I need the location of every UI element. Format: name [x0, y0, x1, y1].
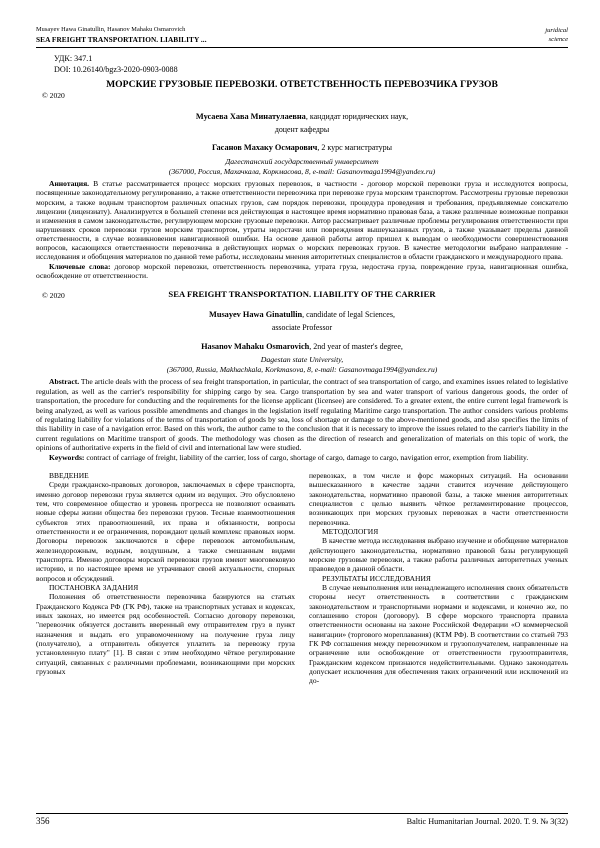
- page-footer: [36, 813, 568, 826]
- address-en: (367000, Russia, Makhachkala, Korkmasova, 8, e-mail: Gasanovmaga1994@yandex.ru): [166, 365, 438, 375]
- running-head-section: [545, 26, 568, 44]
- body-section-heading: ПОСТАНОВКА ЗАДАНИЯ: [49, 583, 139, 592]
- body-paragraph: Среди гражданско-правовых договоров, заключаемых в сфере транспорта, именно договор перевозки груза является одним из ведущих. Это обусловлено тем, что современное общество и уровень прогресса не позволяют осваивать новые сферы жизни общества без перевозки грузов. Тесные взаимоотношения субъектов этих правоотношений, их права и обязанности, вопросы ответственности и ее ограничения, порождают целый комплекс правовых норм. Договоры перевозок заключаются в сфере перевозок автомобильным, железнодорожным, водным, воздушным, а также смешанным видами транспорта. Именно договоры морской перевозки грузов имеют многовековую историю, и по настоящее время не утрачивают своей актуальности, спорных вопросов и обсуждений.: [36, 480, 295, 583]
- author1-line-en: [36, 302, 568, 323]
- article-title-en: SEA FREIGHT TRANSPORTATION. LIABILITY OF THE CARRIER: [168, 288, 436, 299]
- keywords-text-ru: договор морской перевозки, ответственность перевозчика, утрата груза, недостача груза, повреждение груза, навигационная ошибка, освобождение от ответственности.: [36, 261, 568, 280]
- keywords-label-ru: Ключевые слова:: [49, 261, 111, 271]
- keywords-ru: [36, 262, 568, 280]
- running-head-authors: Musayev Hawa Ginatullin, Hasanov Mahaku Osmarovich: [36, 26, 186, 33]
- body-section-heading: ВВЕДЕНИЕ: [49, 471, 89, 481]
- author1-name-ru: Мусаева Хава Минатулаевна: [195, 111, 306, 121]
- footer-row: [36, 816, 568, 826]
- author1-name-en: Musayev Hawa Ginatullin: [209, 309, 303, 319]
- address-ru: (367000, Россия, Махачкала, Коркмасова, 8, e-mail: Gasanovmaga1994@yandex.ru): [168, 167, 436, 177]
- author1-line-ru: [36, 104, 568, 125]
- article-title-ru: МОРСКИЕ ГРУЗОВЫЕ ПЕРЕВОЗКИ. ОТВЕТСТВЕННОСТЬ ПЕРЕВОЗЧИКА ГРУЗОВ: [106, 78, 498, 90]
- body-paragraph: Положения об ответственности перевозчика базируются на статьях Гражданского Кодекса РФ (ГК РФ), также на транспортных уставах и кодексах, иных законах, но имеется ряд особенностей. Согласно договору перевозки, "перевозчик обязуется доставить вверенный ему отправителем груз в пункт назначения и выдать его управомоченному на получение груза лицу (получателю), а отправитель обязуется уплатить за перевозку груза установленную плату" [1]. В связи с этим необходимо чёткое регулирование ситуаций, связанных с различными проблемами, возникающими при морских грузовых: [36, 592, 295, 676]
- keywords-text-en: contract of carriage of freight, liability of the carrier, loss of cargo, shortage of cargo, damage to cargo, navigation error, exemption from liability.: [84, 452, 529, 462]
- abstract-en: [36, 377, 568, 452]
- copyright-en: © 2020: [42, 290, 65, 300]
- running-head-section-line1: juridical: [545, 27, 568, 34]
- author2-line-en: [36, 334, 568, 355]
- running-head-left: [36, 26, 207, 44]
- abstract-ru: [36, 179, 568, 261]
- keywords-en: [36, 453, 568, 462]
- author2-line-ru: [36, 135, 568, 156]
- abstract-label-ru: Аннотация.: [49, 179, 90, 189]
- author-block-ru: [36, 104, 568, 177]
- author1-role2-ru: доцент кафедры: [274, 124, 330, 134]
- author1-role-ru: , кандидат юридических наук,: [305, 111, 409, 121]
- running-head: [36, 26, 568, 44]
- header-divider: [36, 47, 568, 48]
- body-section-heading: РЕЗУЛЬТАТЫ ИССЛЕДОВАНИЯ: [322, 573, 431, 583]
- affiliation-ru: Дагестанский государственный университет: [225, 156, 379, 166]
- keywords-label-en: Keywords:: [49, 452, 85, 462]
- doi-code: DOI: 10.26140/bgz3-2020-0903-0088: [54, 65, 178, 75]
- author-block-en: [36, 302, 568, 375]
- running-head-section-line2: science: [548, 35, 568, 43]
- page-number: 356: [36, 816, 50, 826]
- body-column-left: [36, 471, 295, 686]
- body-paragraph: В случае невыполнения или ненадлежащего исполнения своих обязательств стороны несут ответственность в соответствии с гражданским законодательством и транспортными нормами и кодексами, и конечно же, по соглашению сторон (договору). В сфере морского транспорта правила ответственности основаны на законе Российской Федерации «О коммерческой навигации» (торгового мореплавания) (КТМ РФ). В соответствии со статьей 793 ГК РФ соглашения между перевозчиком и грузополучателем, направленные на ограничение или освобождение от ответственности грузоотправителя, Гражданским кодексом признаются недействительными. Однако законодатель допускает исключения для обеспечения таких ограничений или исключений из до-: [309, 583, 568, 686]
- running-head-title: SEA FREIGHT TRANSPORTATION. LIABILITY ...: [36, 35, 207, 45]
- udc-code: УДК: 347.1: [54, 54, 93, 64]
- journal-reference: Baltic Humanitarian Journal. 2020. Т. 9. № 3(32): [406, 817, 568, 826]
- author1-role2-en: associate Professor: [271, 323, 333, 333]
- author2-name-en: Hasanov Mahaku Osmarovich: [201, 341, 310, 351]
- copyright-ru: © 2020: [42, 90, 65, 100]
- body-columns: [36, 471, 568, 686]
- affiliation-en: Dagestan state University,: [260, 354, 344, 364]
- footer-divider: [36, 813, 568, 814]
- author1-role-en: , candidate of legal Sciences,: [302, 309, 395, 319]
- abstract-label-en: Abstract.: [49, 377, 80, 387]
- author2-role-ru: , 2 курс магистратуры: [317, 143, 393, 153]
- author2-name-ru: Гасанов Махаку Осмарович: [211, 143, 318, 153]
- author2-role-en: , 2nd year of master's degree,: [309, 341, 403, 351]
- abstract-text-en: The article deals with the process of sea freight transportation, in particular, the contract of sea transportation of cargo, and examines issues related to legislative regulation, as well as the carrier's responsibility for shipping cargo by sea. Cargo transportation by sea and water transport of various dangerous goods, the order of transportation, the procedure for conducting and the requirements for the license applicant (licensee) are considered. To a greater extent, the entire current legal framework is being analyzed, as well as various possible amendments and changes in the legislation itself regulating Maritime cargo transportation. The author considers various problems of regulating liability for violations of the terms of transportation of goods by sea, loss of shortage or damage to the above-mentioned goods, and also specifies the limits of this liability in case of a navigation error. Based on this work, the author came to the conclusion that it is necessary to improve the issues related to the carrier's liability in the current regulations on Maritime transport of goods. The methodology was chosen as the direction of research and generalization of materials on this topic of work, the opinions of authoritative experts in the field of civil and international law were studied.: [36, 377, 568, 453]
- body-column-right: [309, 471, 568, 686]
- body-section-heading: МЕТОДОЛОГИЯ: [322, 527, 379, 537]
- body-paragraph-continued: перевозках, в том числе и форс мажорных ситуаций. На основании вышесказанного в качестве задачи ставится изучение действующего законодательства, нормативно правовой базы, а также мнения авторитетных специалистов с целью выявить чёткое регламентирование процессов, возникающих при морских грузовых перевозках в части ответственности перевозчика.: [309, 471, 568, 527]
- body-paragraph: В качестве метода исследования выбрано изучение и обобщение материалов действующего законодательства, нормативно правовой базы регулирующей морские грузовые перевозки, а также работы различных авторитетных ученых правоведов в данной области.: [309, 536, 568, 574]
- abstract-text-ru: В статье рассматривается процесс морских грузовых перевозок, в частности - договор морской перевозки груза и исследуются вопросы, посвященные законодательному регулированию, а также ответственности перевозчика при перевозке груза морским транспортом. Рассмотрены грузовые перевозки морским, а также водным транспортом различных опасных грузов, сам порядок перевозки, процедура проведения и требования, предъявляемые соискателю лицензии (лицензиату). Анализируется в большей степени вся действующая в настоящее время нормативно правовая база, а также различные возможные поправки и изменения в самом законодательстве, регулирующем морские грузовые перевозки. Автор рассматривает различные проблемы регулирования ответственности при нарушениях сроков перевозки грузов морским транспортом, утраты недостачи или повреждения вышеуказанных грузов, а также указывает пределы данной ответственности, в случае возникновения навигационной ошибки. На основе данной работы автор пришел к выводам о необходимости совершенствования вопросов, касающихся ответственности перевозчика в действующих нормах о морских перевозках грузов. В качестве методологии выбрано направление - исследования и обобщения материалов по данной теме работы, исследованы мнения авторитетных специалистов в области гражданского и международного права.: [36, 179, 568, 262]
